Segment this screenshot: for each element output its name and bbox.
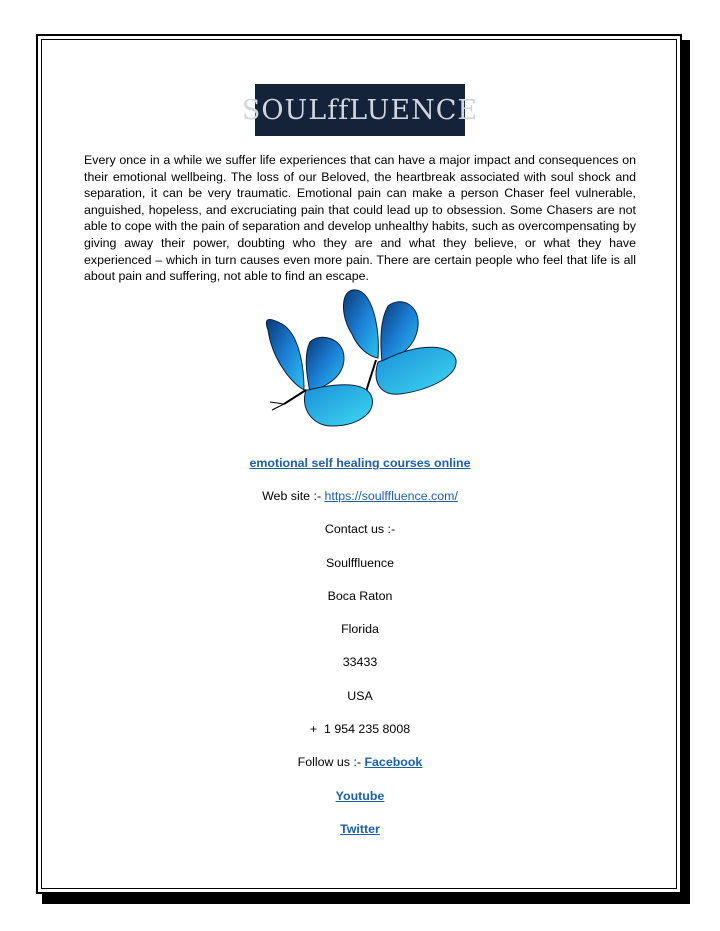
facebook-link[interactable]: Facebook <box>364 755 423 769</box>
website-label: Web site :- <box>262 489 325 503</box>
youtube-line <box>0 788 720 804</box>
contact-name: Soulffluence <box>326 556 394 570</box>
contact-phone: + 1 954 235 8008 <box>309 722 411 736</box>
website-line <box>0 488 720 504</box>
contact-country: USA <box>347 689 373 703</box>
twitter-line <box>0 821 720 837</box>
courses-link[interactable]: emotional self healing courses online <box>249 456 471 470</box>
contact-heading: Contact us :- <box>324 522 396 536</box>
youtube-link[interactable]: Youtube <box>335 789 385 803</box>
contact-zip: 33433 <box>342 655 378 669</box>
course-link-line <box>0 455 720 471</box>
contact-city: Boca Raton <box>327 589 393 603</box>
follow-line <box>0 754 720 770</box>
twitter-link[interactable]: Twitter <box>340 822 380 836</box>
intro-paragraph: Every once in a while we suffer life experiences that can have a major impact and consequences on their emotional wellbeing. The loss of our Beloved, the heartbreak associated with soul shock and separation, it can be very traumatic. Emotional pain can make a person Chaser feel vulnerable, anguished, hopeless, and excruciating pain that could lead up to obsession. Some Chasers are not able to cope with the pain of separation and develop unhealthy habits, such as overcompensating by giving away their power, doubting who they are and what they believe, or what they have experienced – which in turn causes even more pain. There are certain people who feel that life is all about pain and suffering, not able to find an escape. <box>84 153 636 284</box>
page-shadow-bottom <box>42 894 690 904</box>
soulffluence-logo <box>241 84 479 136</box>
butterflies-image <box>260 286 460 436</box>
logo-text: SOULffLUENCE <box>241 94 479 126</box>
butterfly-back <box>343 290 456 398</box>
website-link[interactable]: https://soulffluence.com/ <box>324 489 458 503</box>
contact-state: Florida <box>341 622 379 636</box>
follow-label: Follow us :- <box>297 755 365 769</box>
page-shadow-right <box>682 40 690 904</box>
